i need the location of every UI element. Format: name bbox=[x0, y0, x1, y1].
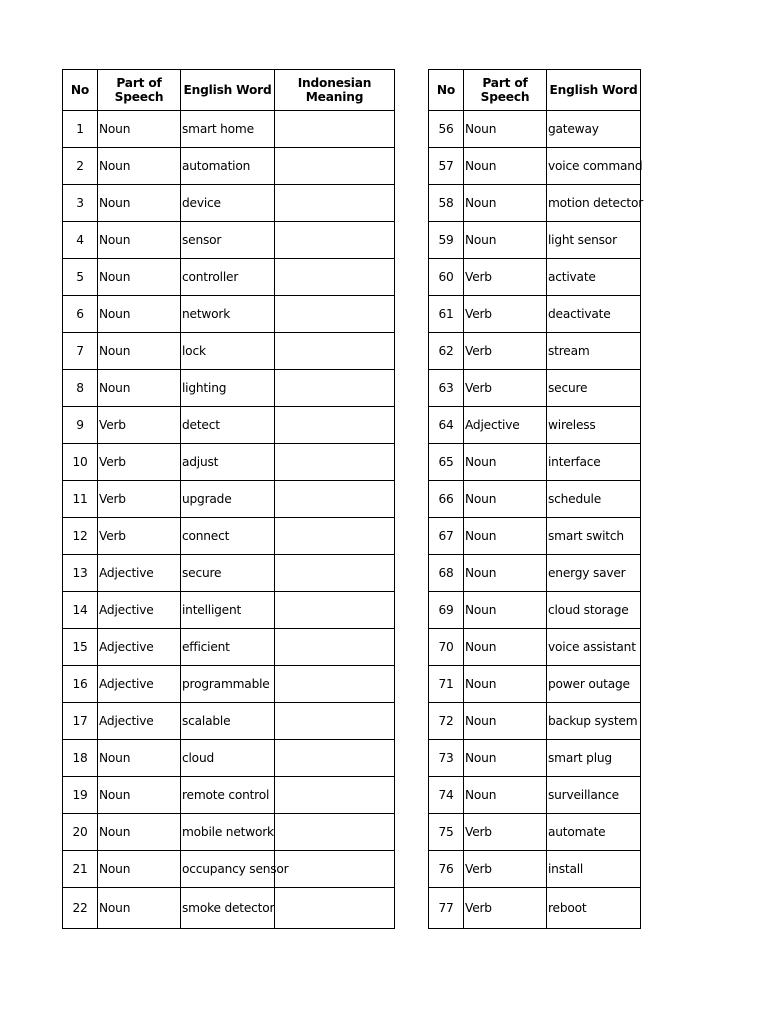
table-row bbox=[63, 222, 395, 259]
row-number: 72 bbox=[429, 703, 464, 740]
indonesian-meaning-cell bbox=[275, 407, 395, 444]
header-no: No bbox=[429, 70, 464, 111]
indonesian-meaning-cell bbox=[275, 666, 395, 703]
row-number: 68 bbox=[429, 555, 464, 592]
indonesian-meaning-cell bbox=[275, 851, 395, 888]
table-row bbox=[63, 259, 395, 296]
part-of-speech-cell: Noun bbox=[98, 851, 181, 888]
row-number: 10 bbox=[63, 444, 98, 481]
indonesian-meaning-cell bbox=[275, 111, 395, 148]
table-row bbox=[429, 666, 641, 703]
indonesian-meaning-cell bbox=[275, 222, 395, 259]
part-of-speech-cell: Noun bbox=[464, 703, 547, 740]
part-of-speech-cell: Noun bbox=[464, 444, 547, 481]
english-word-cell: smart home bbox=[181, 111, 275, 148]
row-number: 56 bbox=[429, 111, 464, 148]
english-word-cell: surveillance bbox=[547, 777, 641, 814]
indonesian-meaning-cell bbox=[275, 703, 395, 740]
english-word-cell: lock bbox=[181, 333, 275, 370]
part-of-speech-cell: Verb bbox=[464, 370, 547, 407]
indonesian-meaning-cell bbox=[275, 333, 395, 370]
row-number: 70 bbox=[429, 629, 464, 666]
row-number: 60 bbox=[429, 259, 464, 296]
row-number: 13 bbox=[63, 555, 98, 592]
english-word-cell: controller bbox=[181, 259, 275, 296]
table-row bbox=[429, 444, 641, 481]
row-number: 8 bbox=[63, 370, 98, 407]
table-row bbox=[63, 333, 395, 370]
table-row bbox=[63, 629, 395, 666]
table-row bbox=[429, 851, 641, 888]
indonesian-meaning-cell bbox=[275, 629, 395, 666]
english-word-cell: wireless bbox=[547, 407, 641, 444]
row-number: 66 bbox=[429, 481, 464, 518]
english-word-cell: stream bbox=[547, 333, 641, 370]
english-word-cell: intelligent bbox=[181, 592, 275, 629]
table-row bbox=[429, 148, 641, 185]
table-row bbox=[429, 518, 641, 555]
part-of-speech-cell: Noun bbox=[98, 111, 181, 148]
header-indonesian-meaning: Indonesian Meaning bbox=[275, 70, 395, 111]
row-number: 64 bbox=[429, 407, 464, 444]
row-number: 9 bbox=[63, 407, 98, 444]
header-row bbox=[63, 70, 395, 111]
english-word-cell: lighting bbox=[181, 370, 275, 407]
part-of-speech-cell: Noun bbox=[98, 888, 181, 929]
table-row bbox=[429, 740, 641, 777]
part-of-speech-cell: Noun bbox=[464, 666, 547, 703]
part-of-speech-cell: Verb bbox=[464, 296, 547, 333]
english-word-cell: automate bbox=[547, 814, 641, 851]
table-row bbox=[63, 814, 395, 851]
table-row bbox=[63, 592, 395, 629]
table-row bbox=[63, 481, 395, 518]
table-row bbox=[63, 851, 395, 888]
table-row bbox=[63, 888, 395, 929]
english-word-cell: smoke detector bbox=[181, 888, 275, 929]
row-number: 3 bbox=[63, 185, 98, 222]
indonesian-meaning-cell bbox=[275, 888, 395, 929]
row-number: 71 bbox=[429, 666, 464, 703]
table-row bbox=[429, 592, 641, 629]
table-row bbox=[429, 259, 641, 296]
english-word-cell: voice assistant bbox=[547, 629, 641, 666]
table-row bbox=[429, 888, 641, 929]
english-word-cell: voice command bbox=[547, 148, 641, 185]
row-number: 76 bbox=[429, 851, 464, 888]
table-row bbox=[63, 370, 395, 407]
row-number: 15 bbox=[63, 629, 98, 666]
row-number: 77 bbox=[429, 888, 464, 929]
english-word-cell: install bbox=[547, 851, 641, 888]
vocabulary-table-right bbox=[428, 69, 644, 929]
english-word-cell: secure bbox=[181, 555, 275, 592]
row-number: 18 bbox=[63, 740, 98, 777]
part-of-speech-cell: Noun bbox=[464, 740, 547, 777]
table-row bbox=[429, 333, 641, 370]
part-of-speech-cell: Noun bbox=[464, 518, 547, 555]
english-word-cell: mobile network bbox=[181, 814, 275, 851]
part-of-speech-cell: Noun bbox=[464, 555, 547, 592]
english-word-cell: sensor bbox=[181, 222, 275, 259]
indonesian-meaning-cell bbox=[275, 185, 395, 222]
english-word-cell: deactivate bbox=[547, 296, 641, 333]
header-english-word: English Word bbox=[181, 70, 275, 111]
indonesian-meaning-cell bbox=[275, 592, 395, 629]
row-number: 12 bbox=[63, 518, 98, 555]
table-row bbox=[429, 296, 641, 333]
part-of-speech-cell: Noun bbox=[464, 629, 547, 666]
header-row bbox=[429, 70, 641, 111]
row-number: 14 bbox=[63, 592, 98, 629]
table-row bbox=[429, 185, 641, 222]
row-number: 65 bbox=[429, 444, 464, 481]
table-row bbox=[429, 814, 641, 851]
row-number: 75 bbox=[429, 814, 464, 851]
table-row bbox=[429, 407, 641, 444]
part-of-speech-cell: Verb bbox=[98, 407, 181, 444]
table-row bbox=[429, 555, 641, 592]
part-of-speech-cell: Adjective bbox=[464, 407, 547, 444]
english-word-cell: scalable bbox=[181, 703, 275, 740]
part-of-speech-cell: Verb bbox=[464, 259, 547, 296]
table-row bbox=[429, 222, 641, 259]
indonesian-meaning-cell bbox=[275, 740, 395, 777]
part-of-speech-cell: Adjective bbox=[98, 592, 181, 629]
english-word-cell: gateway bbox=[547, 111, 641, 148]
english-word-cell: backup system bbox=[547, 703, 641, 740]
part-of-speech-cell: Noun bbox=[464, 222, 547, 259]
row-number: 2 bbox=[63, 148, 98, 185]
english-word-cell: detect bbox=[181, 407, 275, 444]
row-number: 74 bbox=[429, 777, 464, 814]
part-of-speech-cell: Noun bbox=[464, 481, 547, 518]
part-of-speech-cell: Noun bbox=[464, 777, 547, 814]
row-number: 7 bbox=[63, 333, 98, 370]
part-of-speech-cell: Verb bbox=[464, 888, 547, 929]
indonesian-meaning-cell bbox=[275, 518, 395, 555]
english-word-cell: upgrade bbox=[181, 481, 275, 518]
part-of-speech-cell: Noun bbox=[98, 222, 181, 259]
english-word-cell: smart plug bbox=[547, 740, 641, 777]
table-row bbox=[63, 407, 395, 444]
english-word-cell: programmable bbox=[181, 666, 275, 703]
part-of-speech-cell: Noun bbox=[464, 185, 547, 222]
table-row bbox=[63, 111, 395, 148]
row-number: 63 bbox=[429, 370, 464, 407]
english-word-cell: schedule bbox=[547, 481, 641, 518]
part-of-speech-cell: Noun bbox=[98, 148, 181, 185]
english-word-cell: automation bbox=[181, 148, 275, 185]
indonesian-meaning-cell bbox=[275, 296, 395, 333]
english-word-cell: connect bbox=[181, 518, 275, 555]
row-number: 1 bbox=[63, 111, 98, 148]
part-of-speech-cell: Noun bbox=[98, 296, 181, 333]
table-row bbox=[63, 296, 395, 333]
row-number: 67 bbox=[429, 518, 464, 555]
row-number: 61 bbox=[429, 296, 464, 333]
part-of-speech-cell: Verb bbox=[464, 851, 547, 888]
english-word-cell: remote control bbox=[181, 777, 275, 814]
english-word-cell: interface bbox=[547, 444, 641, 481]
row-number: 57 bbox=[429, 148, 464, 185]
english-word-cell: occupancy sensor bbox=[181, 851, 275, 888]
part-of-speech-cell: Noun bbox=[98, 185, 181, 222]
table-row bbox=[429, 111, 641, 148]
english-word-cell: energy saver bbox=[547, 555, 641, 592]
row-number: 4 bbox=[63, 222, 98, 259]
english-word-cell: efficient bbox=[181, 629, 275, 666]
table-row bbox=[429, 481, 641, 518]
part-of-speech-cell: Adjective bbox=[98, 666, 181, 703]
row-number: 62 bbox=[429, 333, 464, 370]
table-row bbox=[63, 666, 395, 703]
part-of-speech-cell: Noun bbox=[98, 777, 181, 814]
part-of-speech-cell: Noun bbox=[98, 814, 181, 851]
indonesian-meaning-cell bbox=[275, 259, 395, 296]
indonesian-meaning-cell bbox=[275, 370, 395, 407]
part-of-speech-cell: Noun bbox=[464, 148, 547, 185]
row-number: 11 bbox=[63, 481, 98, 518]
english-word-cell: power outage bbox=[547, 666, 641, 703]
table-row bbox=[63, 703, 395, 740]
row-number: 17 bbox=[63, 703, 98, 740]
english-word-cell: cloud storage bbox=[547, 592, 641, 629]
row-number: 69 bbox=[429, 592, 464, 629]
table-row bbox=[63, 518, 395, 555]
indonesian-meaning-cell bbox=[275, 555, 395, 592]
table-row bbox=[429, 703, 641, 740]
part-of-speech-cell: Verb bbox=[98, 481, 181, 518]
header-english-word: English Word bbox=[547, 70, 641, 111]
part-of-speech-cell: Noun bbox=[98, 740, 181, 777]
row-number: 20 bbox=[63, 814, 98, 851]
table-row bbox=[429, 629, 641, 666]
english-word-cell: device bbox=[181, 185, 275, 222]
row-number: 6 bbox=[63, 296, 98, 333]
table-row bbox=[63, 740, 395, 777]
table-row bbox=[63, 444, 395, 481]
english-word-cell: light sensor bbox=[547, 222, 641, 259]
row-number: 19 bbox=[63, 777, 98, 814]
table-row bbox=[63, 555, 395, 592]
english-word-cell: secure bbox=[547, 370, 641, 407]
part-of-speech-cell: Adjective bbox=[98, 555, 181, 592]
table-row bbox=[429, 370, 641, 407]
part-of-speech-cell: Verb bbox=[464, 333, 547, 370]
english-word-cell: network bbox=[181, 296, 275, 333]
part-of-speech-cell: Noun bbox=[464, 111, 547, 148]
row-number: 73 bbox=[429, 740, 464, 777]
english-word-cell: motion detector bbox=[547, 185, 641, 222]
indonesian-meaning-cell bbox=[275, 481, 395, 518]
table-row bbox=[63, 185, 395, 222]
part-of-speech-cell: Verb bbox=[464, 814, 547, 851]
part-of-speech-cell: Noun bbox=[98, 370, 181, 407]
vocabulary-table-left bbox=[62, 69, 395, 929]
part-of-speech-cell: Noun bbox=[98, 333, 181, 370]
header-part-of-speech: Part of Speech bbox=[464, 70, 547, 111]
table-row bbox=[429, 777, 641, 814]
english-word-cell: activate bbox=[547, 259, 641, 296]
english-word-cell: smart switch bbox=[547, 518, 641, 555]
indonesian-meaning-cell bbox=[275, 148, 395, 185]
row-number: 16 bbox=[63, 666, 98, 703]
part-of-speech-cell: Adjective bbox=[98, 629, 181, 666]
row-number: 21 bbox=[63, 851, 98, 888]
header-no: No bbox=[63, 70, 98, 111]
indonesian-meaning-cell bbox=[275, 777, 395, 814]
table-row bbox=[63, 148, 395, 185]
part-of-speech-cell: Adjective bbox=[98, 703, 181, 740]
indonesian-meaning-cell bbox=[275, 444, 395, 481]
part-of-speech-cell: Verb bbox=[98, 518, 181, 555]
part-of-speech-cell: Verb bbox=[98, 444, 181, 481]
header-part-of-speech: Part of Speech bbox=[98, 70, 181, 111]
row-number: 58 bbox=[429, 185, 464, 222]
part-of-speech-cell: Noun bbox=[464, 592, 547, 629]
row-number: 59 bbox=[429, 222, 464, 259]
english-word-cell: reboot bbox=[547, 888, 641, 929]
part-of-speech-cell: Noun bbox=[98, 259, 181, 296]
english-word-cell: adjust bbox=[181, 444, 275, 481]
row-number: 5 bbox=[63, 259, 98, 296]
indonesian-meaning-cell bbox=[275, 814, 395, 851]
row-number: 22 bbox=[63, 888, 98, 929]
table-row bbox=[63, 777, 395, 814]
english-word-cell: cloud bbox=[181, 740, 275, 777]
